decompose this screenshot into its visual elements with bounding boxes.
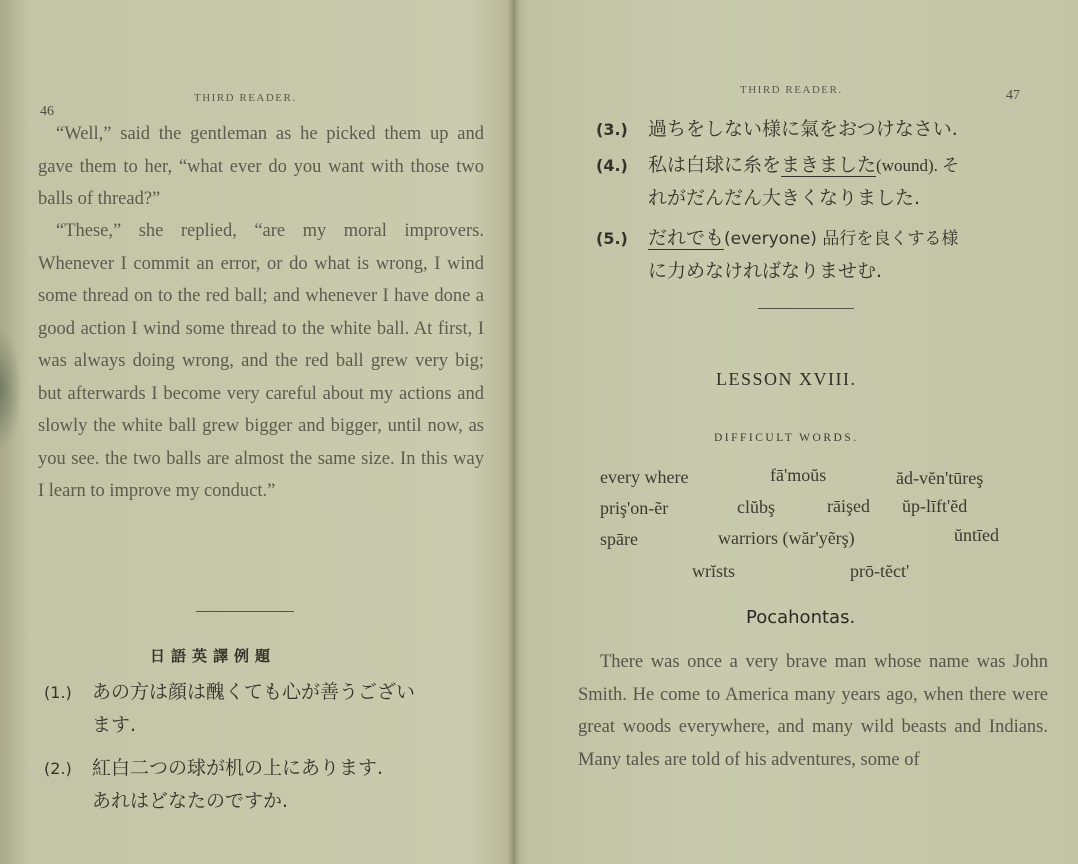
running-head-left: THIRD READER. xyxy=(194,92,297,104)
difficult-word: ŭp-līft'ĕd xyxy=(902,496,968,516)
exercise-2-number: (2.) xyxy=(44,759,72,778)
exercise-4-line1a: 私は白球に糸を xyxy=(648,154,782,176)
exercise-5-underlined: だれでも xyxy=(648,227,725,249)
exercise-2 xyxy=(44,752,484,817)
paragraph-2 xyxy=(38,215,484,508)
exercise-4 xyxy=(596,149,1066,214)
difficult-word: rāişed xyxy=(827,496,870,516)
left-page xyxy=(0,0,512,864)
story-title: Pocahontas. xyxy=(746,607,856,628)
section-divider-left xyxy=(196,611,294,612)
difficult-word: prō-tĕct' xyxy=(850,561,910,581)
exercise-5 xyxy=(596,222,1066,287)
story-paragraph xyxy=(578,646,1048,776)
exercise-heading: 日語英譯例題 xyxy=(150,647,277,665)
exercise-1-line1: あの方は顔は醜くても心が善うござい xyxy=(92,681,416,703)
right-page xyxy=(518,0,1078,864)
exercise-2-line1: 紅白二つの球が机の上にあります. xyxy=(92,757,384,779)
exercise-3 xyxy=(596,113,1066,146)
story-text: There was once a very brave man whose name was John Smith. He come to America many years ago, when there were great woods everywhere, and many wild beasts and Indians. Many tales are told of his adventures, some of xyxy=(578,652,1048,770)
difficult-word: spāre xyxy=(600,529,638,549)
exercise-4-line1b: (wound). そ xyxy=(876,156,960,175)
paragraph-2-text: “These,” she replied, “are my moral improvers. Whenever I commit an error, or do what is wrong, I wind some thread on to the red ball; and whenever I have done a good action I wind some thread to the white ball. At first, I was always doing wrong, and the red ball grew very big; but afterwards I become very careful about my actions and slowly the white ball grew bigger and bigger, until now, as you see. the two balls are almost the same size. In this way I learn to improve my conduct.” xyxy=(38,221,484,501)
exercise-1-number: (1.) xyxy=(44,683,72,702)
paragraph-1-text: “Well,” said the gentleman as he picked them up and gave them to her, “what ever do you want with those two balls of thread?” xyxy=(38,124,484,209)
page-number-right: 47 xyxy=(1006,88,1020,103)
exercise-5-line2: に力めなければなりませむ. xyxy=(648,260,883,282)
difficult-word: warriors (wăr'yẽrş) xyxy=(718,528,855,548)
running-head-right: THIRD READER. xyxy=(740,84,843,96)
difficult-word: every where xyxy=(600,467,689,487)
page-number-left: 46 xyxy=(40,104,54,119)
difficult-words-label: DIFFICULT WORDS. xyxy=(714,432,859,444)
difficult-word: priş'on-ẽr xyxy=(600,498,669,518)
difficult-word: wrĭsts xyxy=(692,561,736,581)
difficult-word: ăd-vĕn'tūreş xyxy=(896,468,984,488)
exercise-3-line1: 過ちをしない様に氣をおつけなさい. xyxy=(648,118,958,140)
exercise-4-line2: れがだんだん大きくなりました. xyxy=(648,187,921,209)
difficult-word: clŭbş xyxy=(737,497,775,517)
page-stain xyxy=(0,330,22,450)
lesson-title: LESSON XVIII. xyxy=(716,369,857,389)
exercise-1-line2: ます. xyxy=(92,714,137,736)
exercise-3-number: (3.) xyxy=(596,120,628,139)
exercise-4-number: (4.) xyxy=(596,156,628,175)
exercise-4-underlined: まきました xyxy=(781,154,877,176)
exercise-5-number: (5.) xyxy=(596,229,628,248)
exercise-2-line2: あれはどなたのですか. xyxy=(92,790,289,812)
difficult-word: fā'moŭs xyxy=(770,465,827,485)
exercise-5-line1b: (everyone) 品行を良くする様 xyxy=(724,229,959,249)
exercise-1 xyxy=(44,676,484,741)
paragraph-1 xyxy=(38,118,484,216)
difficult-word: ŭntīed xyxy=(954,525,999,545)
section-divider-right xyxy=(758,308,854,309)
